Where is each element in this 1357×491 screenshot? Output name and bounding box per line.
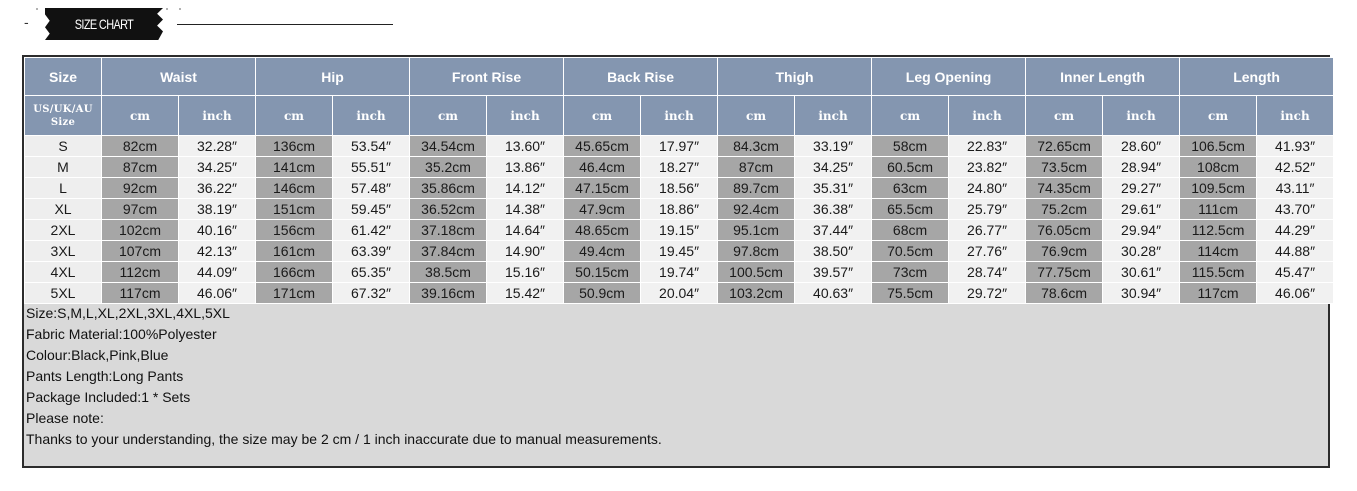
size-cell: 3XL [25, 241, 102, 262]
cm-value-cell: 73.5cm [1026, 157, 1103, 178]
inch-value-cell: 29.27″ [1103, 178, 1180, 199]
inch-value-cell: 14.12″ [487, 178, 564, 199]
table-row [25, 241, 1334, 262]
cm-value-cell: 37.84cm [410, 241, 487, 262]
note-line: Please note: [26, 410, 104, 426]
cm-value-cell: 166cm [256, 262, 333, 283]
inch-value-cell: 34.25″ [795, 157, 872, 178]
cm-value-cell: 82cm [102, 136, 179, 157]
cm-value-cell: 75.2cm [1026, 199, 1103, 220]
cm-value-cell: 146cm [256, 178, 333, 199]
note-line: Thanks to your understanding, the size may be 2 cm / 1 inch inaccurate due to manual measurements. [26, 431, 662, 447]
cm-value-cell: 34.54cm [410, 136, 487, 157]
inch-value-cell: 19.74″ [641, 262, 718, 283]
inch-value-cell: 33.19″ [795, 136, 872, 157]
note-line: Size:S,M,L,XL,2XL,3XL,4XL,5XL [26, 305, 230, 321]
unit-cm-header: cm [256, 96, 333, 136]
inch-value-cell: 35.31″ [795, 178, 872, 199]
cm-value-cell: 112cm [102, 262, 179, 283]
cm-value-cell: 106.5cm [1180, 136, 1257, 157]
cm-value-cell: 87cm [102, 157, 179, 178]
inch-value-cell: 57.48″ [333, 178, 410, 199]
note-line: Colour:Black,Pink,Blue [26, 347, 169, 363]
inch-value-cell: 13.86″ [487, 157, 564, 178]
inch-value-cell: 40.16″ [179, 220, 256, 241]
inch-value-cell: 14.90″ [487, 241, 564, 262]
cm-value-cell: 47.15cm [564, 178, 641, 199]
cm-value-cell: 65.5cm [872, 199, 949, 220]
cm-value-cell: 50.15cm [564, 262, 641, 283]
inch-value-cell: 43.11″ [1257, 178, 1334, 199]
inch-value-cell: 29.72″ [949, 283, 1026, 304]
table-row [25, 199, 1334, 220]
inch-value-cell: 39.57″ [795, 262, 872, 283]
size-subheader [25, 96, 102, 136]
inch-value-cell: 63.39″ [333, 241, 410, 262]
size-cell: M [25, 157, 102, 178]
inch-value-cell: 13.60″ [487, 136, 564, 157]
unit-cm-header: cm [564, 96, 641, 136]
inch-value-cell: 14.38″ [487, 199, 564, 220]
cm-value-cell: 141cm [256, 157, 333, 178]
cm-value-cell: 72.65cm [1026, 136, 1103, 157]
unit-cm-header: cm [1180, 96, 1257, 136]
inch-value-cell: 22.83″ [949, 136, 1026, 157]
cm-value-cell: 89.7cm [718, 178, 795, 199]
inch-value-cell: 30.61″ [1103, 262, 1180, 283]
cm-value-cell: 76.9cm [1026, 241, 1103, 262]
inch-value-cell: 20.04″ [641, 283, 718, 304]
cm-value-cell: 97.8cm [718, 241, 795, 262]
cm-value-cell: 38.5cm [410, 262, 487, 283]
cm-value-cell: 111cm [1180, 199, 1257, 220]
cm-value-cell: 37.18cm [410, 220, 487, 241]
cm-value-cell: 109.5cm [1180, 178, 1257, 199]
cm-value-cell: 73cm [872, 262, 949, 283]
cm-value-cell: 151cm [256, 199, 333, 220]
inch-value-cell: 15.16″ [487, 262, 564, 283]
cm-value-cell: 70.5cm [872, 241, 949, 262]
inch-value-cell: 44.29″ [1257, 220, 1334, 241]
inch-value-cell: 43.70″ [1257, 199, 1334, 220]
note-line: Pants Length:Long Pants [26, 368, 184, 384]
cm-value-cell: 78.6cm [1026, 283, 1103, 304]
group-header-waist: Waist [102, 58, 256, 96]
group-header-leg-opening: Leg Opening [872, 58, 1026, 96]
size-header: Size [25, 58, 102, 96]
cm-value-cell: 156cm [256, 220, 333, 241]
inch-value-cell: 44.09″ [179, 262, 256, 283]
size-cell: XL [25, 199, 102, 220]
table-row [25, 178, 1334, 199]
cm-value-cell: 77.75cm [1026, 262, 1103, 283]
cm-value-cell: 63cm [872, 178, 949, 199]
unit-cm-header: cm [1026, 96, 1103, 136]
inch-value-cell: 37.44″ [795, 220, 872, 241]
unit-inch-header: inch [1103, 96, 1180, 136]
cm-value-cell: 161cm [256, 241, 333, 262]
size-cell: 5XL [25, 283, 102, 304]
table-row [25, 262, 1334, 283]
inch-value-cell: 18.56″ [641, 178, 718, 199]
cm-value-cell: 35.86cm [410, 178, 487, 199]
table-row [25, 220, 1334, 241]
cm-value-cell: 47.9cm [564, 199, 641, 220]
inch-value-cell: 25.79″ [949, 199, 1026, 220]
cm-value-cell: 74.35cm [1026, 178, 1103, 199]
cm-value-cell: 92cm [102, 178, 179, 199]
cm-value-cell: 46.4cm [564, 157, 641, 178]
banner-title: SIZE CHART [74, 16, 134, 32]
inch-value-cell: 36.22″ [179, 178, 256, 199]
cm-value-cell: 100.5cm [718, 262, 795, 283]
cm-value-cell: 97cm [102, 199, 179, 220]
size-chart-table-frame [22, 55, 1330, 468]
cm-value-cell: 95.1cm [718, 220, 795, 241]
unit-cm-header: cm [102, 96, 179, 136]
banner-rule [177, 24, 393, 25]
unit-inch-header: inch [333, 96, 410, 136]
inch-value-cell: 38.50″ [795, 241, 872, 262]
inch-value-cell: 29.94″ [1103, 220, 1180, 241]
unit-inch-header: inch [487, 96, 564, 136]
cm-value-cell: 76.05cm [1026, 220, 1103, 241]
cm-value-cell: 35.2cm [410, 157, 487, 178]
inch-value-cell: 28.60″ [1103, 136, 1180, 157]
inch-value-cell: 45.47″ [1257, 262, 1334, 283]
cm-value-cell: 48.65cm [564, 220, 641, 241]
product-notes [26, 303, 662, 450]
size-chart-banner [0, 0, 1357, 50]
size-cell: 2XL [25, 220, 102, 241]
cm-value-cell: 84.3cm [718, 136, 795, 157]
cm-value-cell: 117cm [102, 283, 179, 304]
cm-value-cell: 112.5cm [1180, 220, 1257, 241]
cm-value-cell: 114cm [1180, 241, 1257, 262]
inch-value-cell: 15.42″ [487, 283, 564, 304]
group-header-thigh: Thigh [718, 58, 872, 96]
inch-value-cell: 65.35″ [333, 262, 410, 283]
table-row [25, 283, 1334, 304]
inch-value-cell: 46.06″ [179, 283, 256, 304]
inch-value-cell: 42.13″ [179, 241, 256, 262]
cm-value-cell: 115.5cm [1180, 262, 1257, 283]
inch-value-cell: 34.25″ [179, 157, 256, 178]
cm-value-cell: 136cm [256, 136, 333, 157]
inch-value-cell: 27.76″ [949, 241, 1026, 262]
inch-value-cell: 29.61″ [1103, 199, 1180, 220]
inch-value-cell: 36.38″ [795, 199, 872, 220]
group-header-front-rise: Front Rise [410, 58, 564, 96]
cm-value-cell: 102cm [102, 220, 179, 241]
inch-value-cell: 46.06″ [1257, 283, 1334, 304]
group-header-back-rise: Back Rise [564, 58, 718, 96]
inch-value-cell: 28.94″ [1103, 157, 1180, 178]
inch-value-cell: 32.28″ [179, 136, 256, 157]
inch-value-cell: 44.88″ [1257, 241, 1334, 262]
cm-value-cell: 108cm [1180, 157, 1257, 178]
inch-value-cell: 28.74″ [949, 262, 1026, 283]
inch-value-cell: 14.64″ [487, 220, 564, 241]
inch-value-cell: 26.77″ [949, 220, 1026, 241]
note-line: Package Included:1 * Sets [26, 389, 191, 405]
table-row [25, 157, 1334, 178]
unit-inch-header: inch [795, 96, 872, 136]
unit-cm-header: cm [718, 96, 795, 136]
size-subheader-line1: US/UK/AU [33, 103, 93, 115]
inch-value-cell: 41.93″ [1257, 136, 1334, 157]
cm-value-cell: 50.9cm [564, 283, 641, 304]
cm-value-cell: 49.4cm [564, 241, 641, 262]
unit-inch-header: inch [1257, 96, 1334, 136]
size-cell: L [25, 178, 102, 199]
unit-cm-header: cm [872, 96, 949, 136]
group-header-hip: Hip [256, 58, 410, 96]
cm-value-cell: 36.52cm [410, 199, 487, 220]
cm-value-cell: 92.4cm [718, 199, 795, 220]
cm-value-cell: 60.5cm [872, 157, 949, 178]
unit-inch-header: inch [949, 96, 1026, 136]
cm-value-cell: 117cm [1180, 283, 1257, 304]
inch-value-cell: 19.45″ [641, 241, 718, 262]
inch-value-cell: 30.94″ [1103, 283, 1180, 304]
cm-value-cell: 75.5cm [872, 283, 949, 304]
inch-value-cell: 38.19″ [179, 199, 256, 220]
inch-value-cell: 18.86″ [641, 199, 718, 220]
inch-value-cell: 23.82″ [949, 157, 1026, 178]
inch-value-cell: 61.42″ [333, 220, 410, 241]
cm-value-cell: 107cm [102, 241, 179, 262]
cm-value-cell: 39.16cm [410, 283, 487, 304]
inch-value-cell: 24.80″ [949, 178, 1026, 199]
size-subheader-line2: Size [50, 116, 76, 128]
size-chart-table [24, 57, 1334, 304]
note-line: Fabric Material:100%Polyester [26, 326, 217, 342]
inch-value-cell: 53.54″ [333, 136, 410, 157]
inch-value-cell: 40.63″ [795, 283, 872, 304]
cm-value-cell: 171cm [256, 283, 333, 304]
unit-cm-header: cm [410, 96, 487, 136]
size-cell: S [25, 136, 102, 157]
inch-value-cell: 17.97″ [641, 136, 718, 157]
banner-dash: - [24, 14, 29, 30]
cm-value-cell: 103.2cm [718, 283, 795, 304]
table-row [25, 136, 1334, 157]
unit-inch-header: inch [179, 96, 256, 136]
inch-value-cell: 19.15″ [641, 220, 718, 241]
size-cell: 4XL [25, 262, 102, 283]
inch-value-cell: 42.52″ [1257, 157, 1334, 178]
group-header-length: Length [1180, 58, 1334, 96]
inch-value-cell: 30.28″ [1103, 241, 1180, 262]
cm-value-cell: 68cm [872, 220, 949, 241]
inch-value-cell: 55.51″ [333, 157, 410, 178]
cm-value-cell: 58cm [872, 136, 949, 157]
group-header-inner-length: Inner Length [1026, 58, 1180, 96]
unit-inch-header: inch [641, 96, 718, 136]
inch-value-cell: 18.27″ [641, 157, 718, 178]
cm-value-cell: 45.65cm [564, 136, 641, 157]
cm-value-cell: 87cm [718, 157, 795, 178]
inch-value-cell: 67.32″ [333, 283, 410, 304]
inch-value-cell: 59.45″ [333, 199, 410, 220]
